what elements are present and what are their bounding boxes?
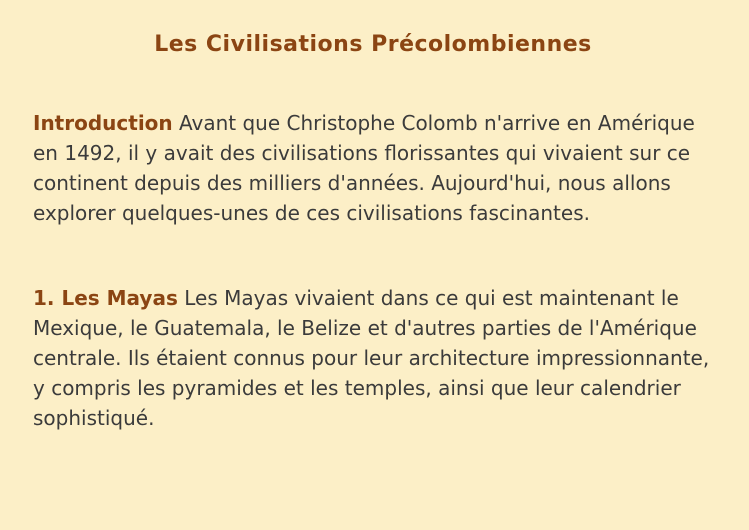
page-title: Les Civilisations Précolombiennes bbox=[154, 32, 592, 57]
paragraph-les-mayas bbox=[33, 283, 713, 433]
paragraph-lead-les-mayas: 1. Les Mayas bbox=[33, 286, 178, 310]
paragraph-text-introduction: Avant que Christophe Colomb n'arrive en Amérique en 1492, il y avait des civilisations florissantes qui vivaient sur ce continent depuis des milliers d'années. Aujourd'hui, nous allons explorer quelques-unes de ces civilisations fascinantes. bbox=[33, 111, 695, 225]
paragraph-lead-introduction: Introduction bbox=[33, 111, 173, 135]
paragraph-text-les-mayas: Les Mayas vivaient dans ce qui est maintenant le Mexique, le Guatemala, le Belize et d'autres parties de l'Amérique centrale. Ils étaient connus pour leur architecture impressionnante, y compris les pyramides et les temples, ainsi que leur calendrier sophistiqué. bbox=[33, 286, 710, 430]
paragraph-introduction bbox=[33, 108, 713, 228]
